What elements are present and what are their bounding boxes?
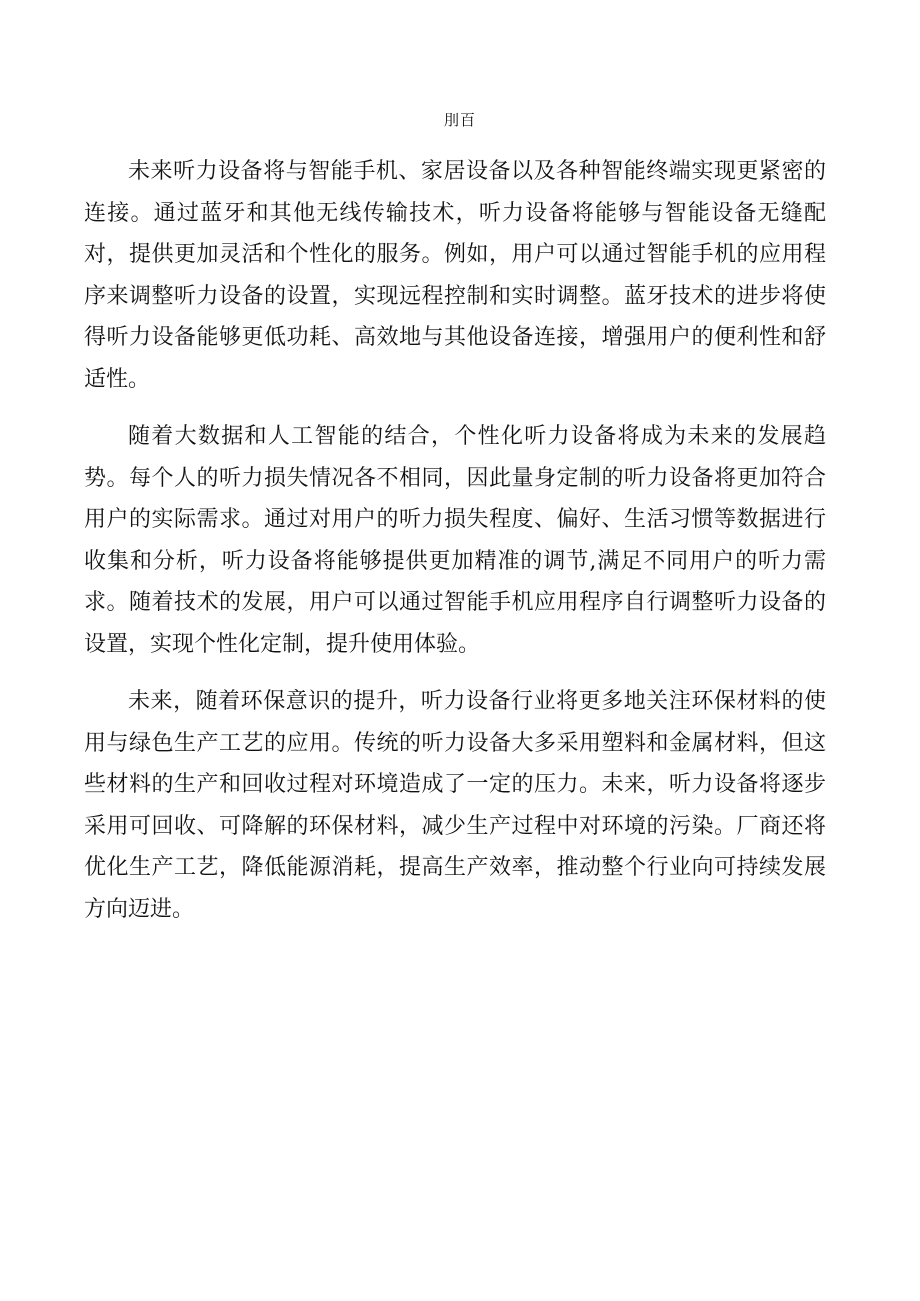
paragraph-connectivity: 未来听力设备将与智能手机、家居设备以及各种智能终端实现更紧密的连接。通过蓝牙和其他无线传输技术，听力设备将能够与智能设备无缝配对，提供更加灵活和个性化的服务。例如，用户可以通过智能手机的应用程序来调整听力设备的设置，实现远程控制和实时调整。蓝牙技术的进步将使得听力设备能够更低功耗、高效地与其他设备连接，增强用户的便利性和舒适性。	[84, 159, 826, 392]
paragraph-personalization: 随着大数据和人工智能的结合，个性化听力设备将成为未来的发展趋势。每个人的听力损失情况各不相同，因此量身定制的听力设备将更加符合用户的实际需求。通过对用户的听力损失程度、偏好、生活习惯等数据进行收集和分析，听力设备将能够提供更加精准的调节,满足不同用户的听力需求。随着技术的发展，用户可以通过智能手机应用程序自行调整听力设备的设置，实现个性化定制，提升使用体验。	[84, 424, 826, 657]
page-heading: 刖百	[443, 111, 476, 129]
paragraph-sustainability: 未来，随着环保意识的提升，听力设备行业将更多地关注环保材料的使用与绿色生产工艺的应用。传统的听力设备大多采用塑料和金属材料，但这些材料的生产和回收过程对环境造成了一定的压力。未来，听力设备将逐步采用可回收、可降解的环保材料，减少生产过程中对环境的污染。厂商还将优化生产工艺，降低能源消耗，提高生产效率，推动整个行业向可持续发展方向迈进。	[84, 689, 826, 922]
document-body	[84, 151, 826, 946]
